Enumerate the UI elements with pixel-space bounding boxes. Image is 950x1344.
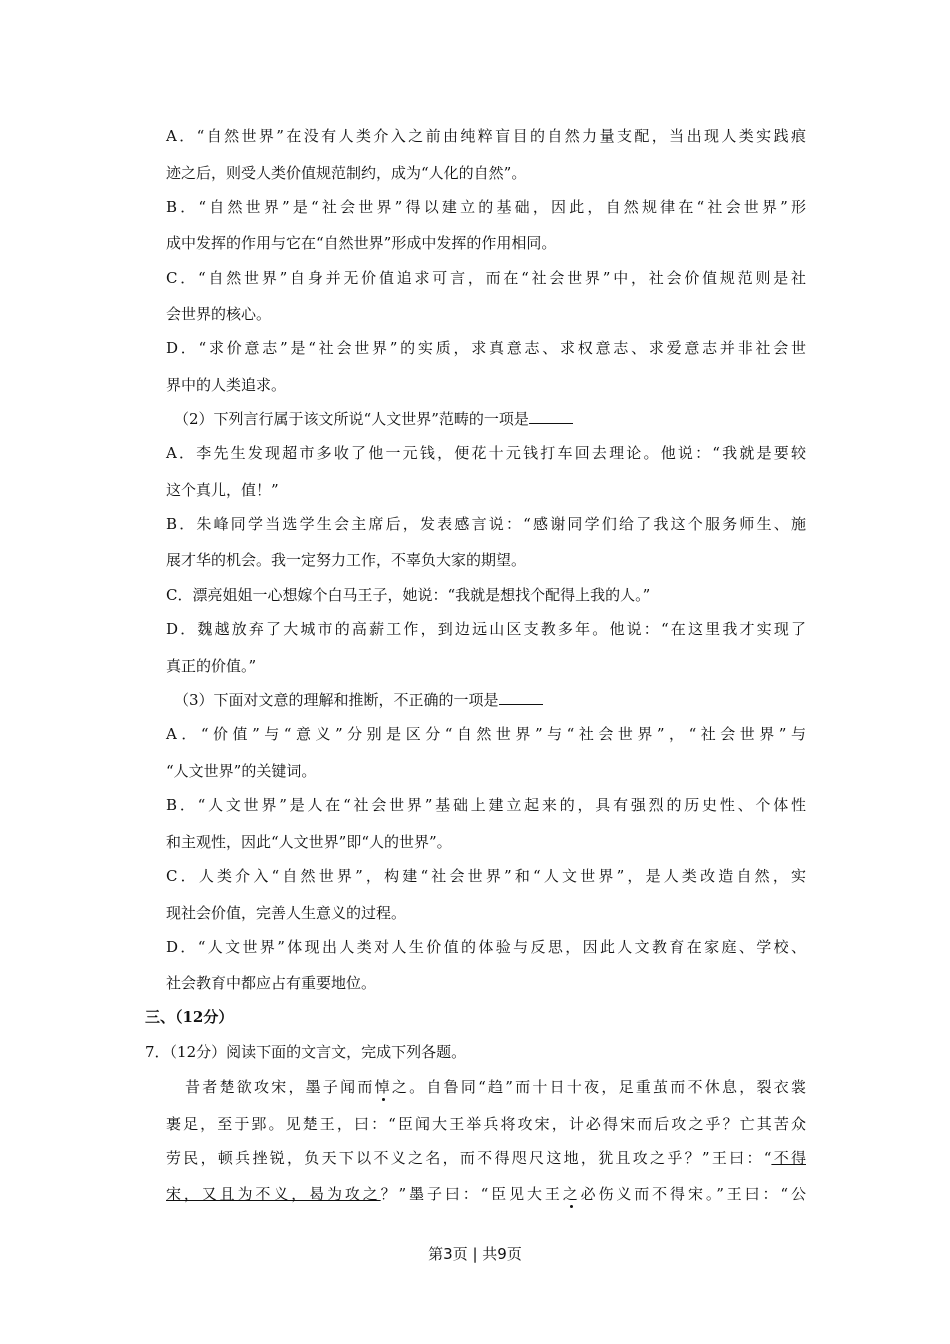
- q1-option-b-line2: 成中发挥的作用与它在“自然世界”形成中发挥的作用相同。: [166, 234, 557, 252]
- q2-option-b-line1: B．朱峰同学当选学生会主席后，发表感言说：“感谢同学们给了我这个服务师生、施: [166, 515, 806, 533]
- q2-option-d-line1: D．魏越放弃了大城市的高薪工作，到边远山区支教多年。他说：“在这里我才实现了: [166, 620, 806, 638]
- passage-text: 昔者楚欲攻宋，墨子闻而: [185, 1078, 375, 1096]
- q1-option-d-line1: D．“求价意志”是“社会世界”的实质，求真意志、求权意志、求爱意志并非社会世: [166, 339, 806, 357]
- q2-stem-text: （2）下列言行属于该文所说“人文世界”范畴的一项是: [174, 410, 529, 428]
- q1-option-c-line1: C．“自然世界”自身并无价值追求可言，而在“社会世界”中，社会价值规范则是社: [166, 269, 806, 287]
- q3-option-a-line1: A．“价值”与“意义”分别是区分“自然世界”与“社会世界”，“社会世界”与: [166, 725, 806, 743]
- section-heading: 三、（12分）: [145, 1008, 234, 1026]
- answer-blank: [529, 409, 573, 424]
- q1-option-b-line1: B．“自然世界”是“社会世界”得以建立的基础，因此，自然规律在“社会世界”形: [166, 198, 806, 216]
- q3-option-d-line2: 社会教育中都应占有重要地位。: [166, 974, 377, 992]
- q3-option-c-line1: C．人类介入“自然世界”，构建“社会世界”和“人文世界”，是人类改造自然，实: [166, 867, 806, 885]
- q1-option-d-line2: 界中的人类追求。: [166, 376, 287, 394]
- q2-stem: [174, 409, 573, 429]
- passage-text: ？”墨子曰：“臣见大王: [380, 1185, 563, 1203]
- passage-line-2: 裹足，至于郢。见楚王，曰：“臣闻大王举兵将攻宋，计必得宋而后攻之乎？亡其苦众: [166, 1115, 806, 1133]
- passage-text: 之。自鲁同“趋”而十日十夜，足重茧而不休息，裂衣裳: [391, 1078, 806, 1096]
- q2-option-c-line1: C．漂亮姐姐一心想嫁个白马王子，她说：“我就是想找个配得上我的人。”: [166, 586, 651, 604]
- underlined-sentence: 不得: [771, 1149, 806, 1167]
- q3-stem-text: （3）下面对文意的理解和推断，不正确的一项是: [174, 691, 499, 709]
- passage-text: 必伤义而不得宋。”王曰：“公: [580, 1185, 806, 1203]
- q2-option-a-line2: 这个真儿，值！”: [166, 481, 279, 499]
- q1-option-c-line2: 会世界的核心。: [166, 305, 272, 323]
- answer-blank: [499, 690, 543, 705]
- passage-line-1: [185, 1077, 806, 1097]
- q3-stem: [174, 690, 543, 710]
- q2-option-b-line2: 展才华的机会。我一定努力工作，不辜负大家的期望。: [166, 551, 527, 569]
- q3-option-c-line2: 现社会价值，完善人生意义的过程。: [166, 904, 407, 922]
- underlined-sentence: 宋，又且为不义，曷为攻之: [166, 1185, 381, 1203]
- passage-text: 劳民，顿兵挫锐，负天下以不义之名，而不得咫尺这地，犹且攻之乎？”王曰：“: [166, 1149, 772, 1167]
- passage-line-4: [166, 1184, 806, 1204]
- q2-option-d-line2: 真正的价值。”: [166, 657, 257, 675]
- q1-option-a-line1: A．“自然世界”在没有人类介入之前由纯粹盲目的自然力量支配，当出现人类实践痕: [166, 127, 806, 145]
- emphasis-dot-char: 悼: [374, 1078, 392, 1096]
- q3-option-b-line2: 和主观性，因此“人文世界”即“人的世界”。: [166, 833, 452, 851]
- passage-line-3: [166, 1148, 806, 1168]
- q1-option-a-line2: 迹之后，则受人类价值规范制约，成为“人化的自然”。: [166, 164, 527, 182]
- q2-option-a-line1: A．李先生发现超市多收了他一元钱，便花十元钱打车回去理论。他说：“我就是要较: [166, 444, 806, 462]
- q3-option-d-line1: D．“人文世界”体现出人类对人生价值的体验与反思，因此人文教育在家庭、学校、: [166, 938, 806, 956]
- page-number-footer: 第3页 | 共9页: [428, 1245, 522, 1263]
- q7-stem: 7．（12分）阅读下面的文言文，完成下列各题。: [145, 1043, 467, 1061]
- q3-option-a-line2: “人文世界”的关键词。: [166, 762, 317, 780]
- q3-option-b-line1: B．“人文世界”是人在“社会世界”基础上建立起来的，具有强烈的历史性、个体性: [166, 796, 806, 814]
- emphasis-dot-char: 之: [562, 1185, 581, 1203]
